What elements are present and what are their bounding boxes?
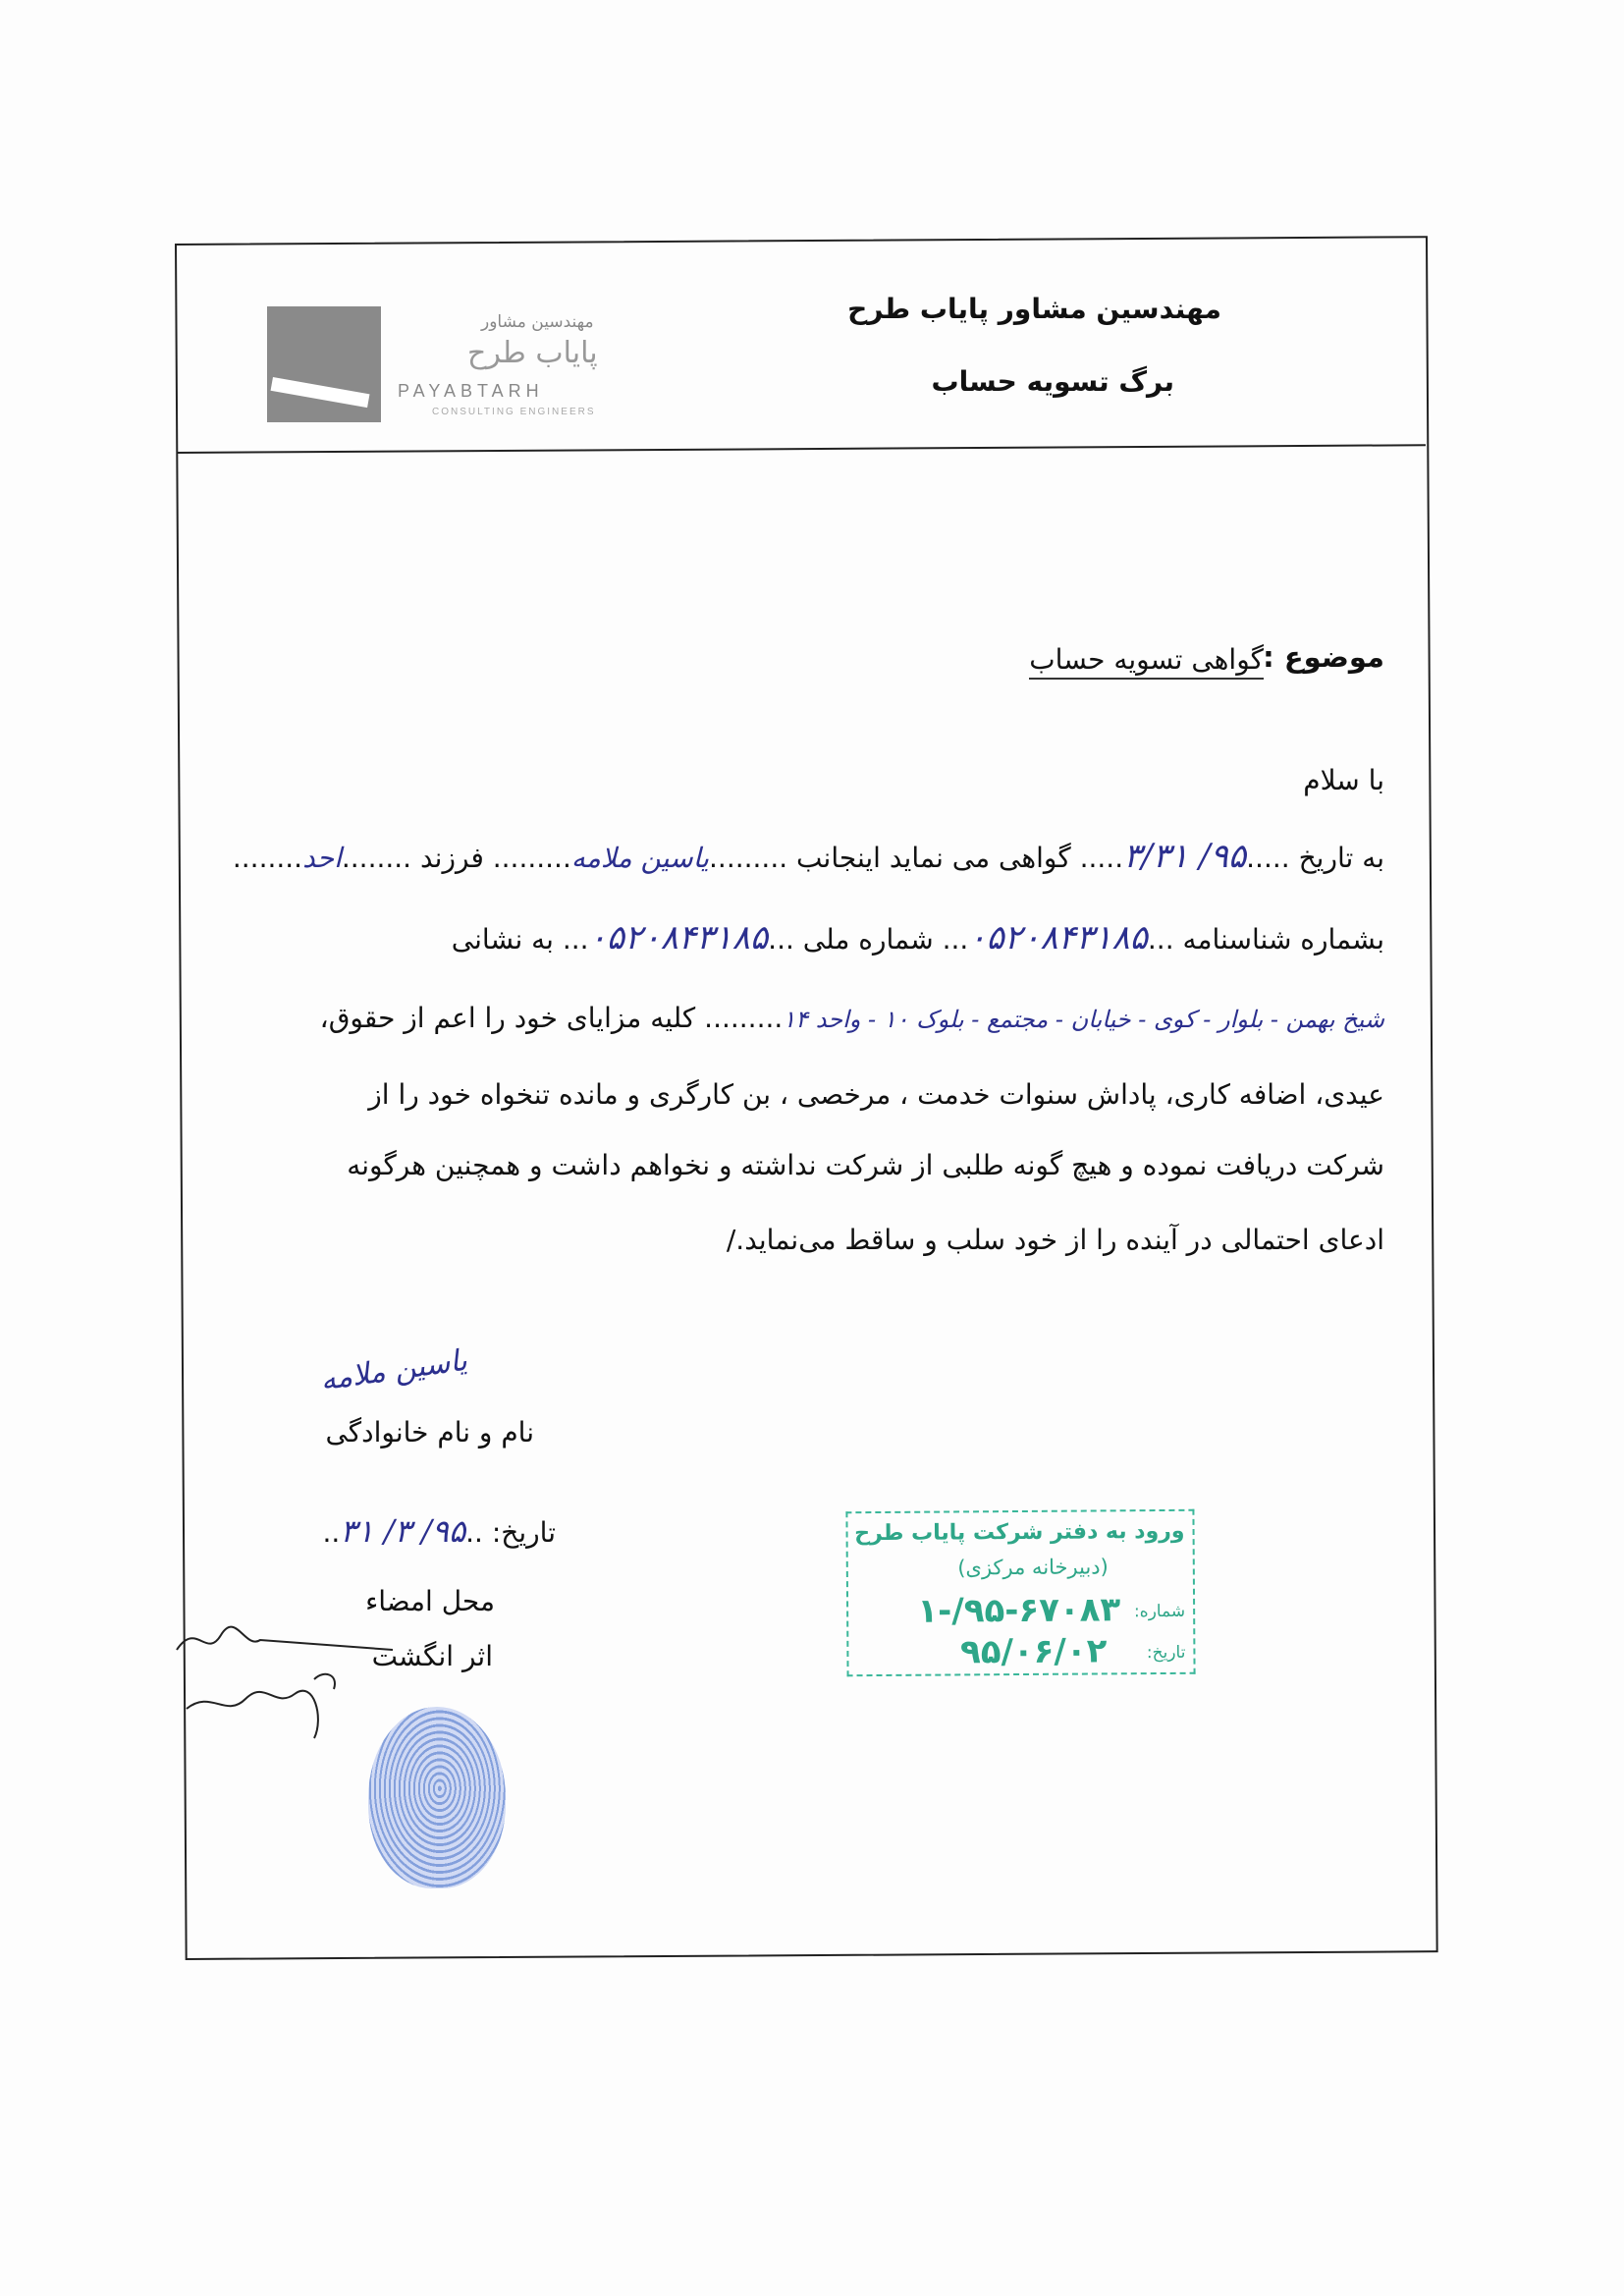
signer-name-handwritten: یاسین ملامه xyxy=(318,1342,469,1398)
id-prefix: بشماره شناسنامه xyxy=(1182,923,1384,956)
date-label-text: تاریخ: xyxy=(491,1516,556,1549)
stamp-number-value: ۱-/۹۵-۶۷۰۸۳ xyxy=(917,1590,1121,1631)
father-handwritten: احد xyxy=(302,842,342,874)
national-id-handwritten: ۰۵۲۰۸۴۳۱۸۵ xyxy=(588,918,769,957)
logo-persian-small: مهندسین مشاور xyxy=(481,312,594,332)
date-label: تاریخ: ..۹۵/ ۳/ ۳۱.. xyxy=(322,1512,556,1550)
address-label: به نشانی xyxy=(451,923,554,956)
signature-date-handwritten: ۹۵/ ۳/ ۳۱ xyxy=(340,1512,466,1550)
logo-stripe xyxy=(271,377,370,408)
body-line-4: عیدی، اضافه کاری، پاداش سنوات خدمت ، مرخصی ، بن کارگری و مانده تنخواه خود را از xyxy=(368,1078,1384,1111)
logo-latin-name: PAYABTARH xyxy=(398,381,544,401)
body-line-2: بشماره شناسنامه ...۰۵۲۰۸۴۳۱۸۵... شماره ملی ...۰۵۲۰۸۴۳۱۸۵... به نشانی xyxy=(451,918,1384,957)
stamp-date-label: تاریخ: xyxy=(1146,1642,1186,1664)
stamp-date-value: ۹۵/۰۶/۰۲ xyxy=(959,1631,1108,1672)
national-id-label: شماره ملی xyxy=(802,923,934,956)
date-handwritten: ۹۵/ ۳/۳۱ xyxy=(1123,837,1247,876)
full-name-label: نام و نام خانوادگی xyxy=(325,1416,534,1449)
signature-place-label: محل امضاء xyxy=(365,1585,495,1617)
subject-value: گواهی تسویه حساب xyxy=(1029,643,1264,680)
date-prefix: به تاریخ xyxy=(1298,842,1384,874)
child-of-label: فرزند xyxy=(419,842,484,874)
logo-subtitle: CONSULTING ENGINEERS xyxy=(432,407,596,417)
benefits-text: کلیه مزایای خود را اعم از حقوق، xyxy=(319,1002,696,1034)
address-handwritten: شیخ بهمن - بلوار - کوی - خیابان - مجتمع - بلوک ۱۰ - واحد ۱۴ xyxy=(783,1006,1384,1033)
certify-text: گواهی می نماید اینجانب xyxy=(796,842,1071,874)
fingerprint-image xyxy=(368,1707,506,1888)
company-name: مهندسین مشاور پایاب طرح xyxy=(847,293,1221,325)
body-line-5: شرکت دریافت نموده و هیچ گونه طلبی از شرکت نداشته و نخواهم داشت و همچنین هرگونه xyxy=(347,1149,1384,1181)
subject-label: موضوع : xyxy=(1263,640,1384,674)
name-handwritten: یاسین ملامه xyxy=(570,842,710,874)
stamp-subtitle: (دبیرخانه مرکزی) xyxy=(957,1555,1109,1580)
company-logo xyxy=(267,306,381,422)
receipt-stamp xyxy=(845,1509,1195,1676)
greeting: با سلام xyxy=(1303,764,1384,796)
body-line-6: ادعای احتمالی در آینده را از خود سلب و ساقط می‌نماید./ xyxy=(726,1224,1384,1256)
body-line-1: به تاریخ .....۹۵/ ۳/۳۱..... گواهی می نماید اینجانب .........یاسین ملامه......... فرزند ........احد........ xyxy=(232,837,1384,876)
stamp-number-label: شماره: xyxy=(1133,1601,1186,1622)
fingerprint-label: اثر انگشت xyxy=(371,1640,493,1672)
id-number-handwritten: ۰۵۲۰۸۴۳۱۸۵ xyxy=(968,918,1148,957)
form-title: برگ تسویه حساب xyxy=(931,365,1174,398)
logo-persian-name: پایاب طرح xyxy=(467,336,598,370)
stamp-title: ورود به دفتر شرکت پایاب طرح xyxy=(854,1518,1185,1547)
body-line-3: شیخ بهمن - بلوار - کوی - خیابان - مجتمع - بلوک ۱۰ - واحد ۱۴......... کلیه مزایای خود را اعم از حقوق، xyxy=(319,1002,1384,1034)
